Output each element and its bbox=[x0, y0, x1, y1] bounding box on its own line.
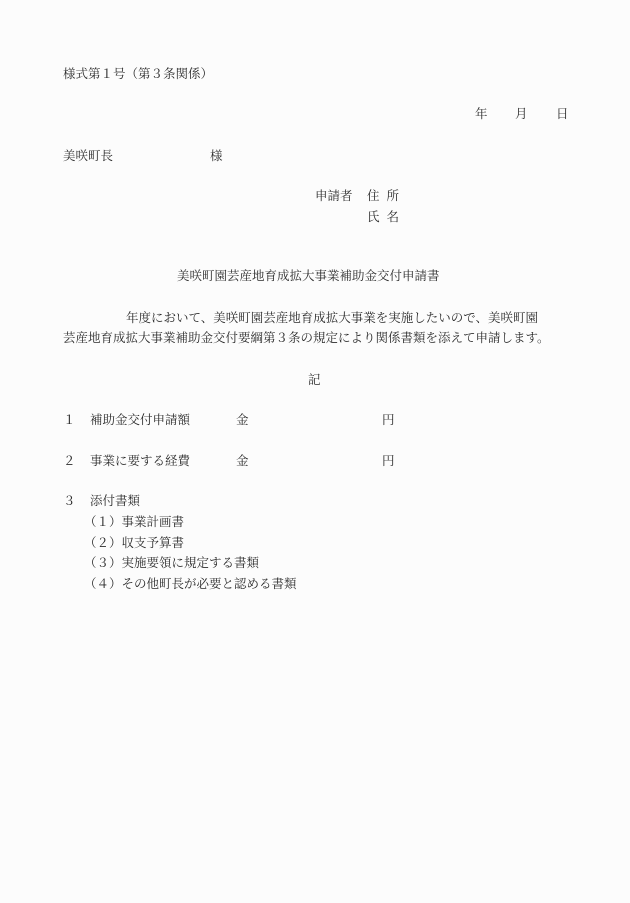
amount-prefix: 金 bbox=[236, 412, 249, 427]
amount-prefix: 金 bbox=[236, 453, 249, 468]
attachments-label: 添付書類 bbox=[90, 493, 141, 508]
amount-unit: 円 bbox=[382, 453, 395, 468]
item-project-cost bbox=[63, 455, 395, 468]
attachment-item: （２）収支予算書 bbox=[84, 535, 185, 550]
item-number: ３ bbox=[63, 493, 76, 508]
form-number: 様式第１号（第３条関係） bbox=[63, 66, 214, 81]
item-number: １ bbox=[63, 412, 76, 427]
applicant-address-label: 住所 bbox=[367, 188, 407, 203]
addressee-honorific: 様 bbox=[210, 148, 223, 163]
attachment-item: （１）事業計画書 bbox=[84, 514, 185, 529]
amount-unit: 円 bbox=[382, 412, 395, 427]
date-month-label: 月 bbox=[515, 106, 528, 121]
item-label: 補助金交付申請額 bbox=[90, 412, 191, 427]
form-title: 美咲町園芸産地育成拡大事業補助金交付申請書 bbox=[177, 268, 440, 283]
item-label: 事業に要する経費 bbox=[90, 453, 191, 468]
attachment-item: （３）実施要領に規定する書類 bbox=[84, 555, 260, 570]
body-text-line-1: 年度において、美咲町園芸産地育成拡大事業を実施したいので、美咲町園 bbox=[126, 310, 539, 325]
body-text-line-2: 芸産地育成拡大事業補助金交付要綱第３条の規定により関係書類を添えて申請します。 bbox=[63, 330, 550, 345]
date-day-label: 日 bbox=[556, 106, 569, 121]
attachment-item: （４）その他町長が必要と認める書類 bbox=[84, 576, 297, 591]
item-subsidy-amount bbox=[63, 414, 395, 427]
item-number: ２ bbox=[63, 453, 76, 468]
applicant-name-label: 氏名 bbox=[367, 209, 407, 224]
ki-heading: 記 bbox=[308, 372, 321, 387]
applicant-label: 申請者 bbox=[315, 188, 353, 203]
date-year-label: 年 bbox=[475, 106, 488, 121]
addressee-name: 美咲町長 bbox=[63, 148, 114, 163]
attachments-heading bbox=[63, 495, 140, 508]
